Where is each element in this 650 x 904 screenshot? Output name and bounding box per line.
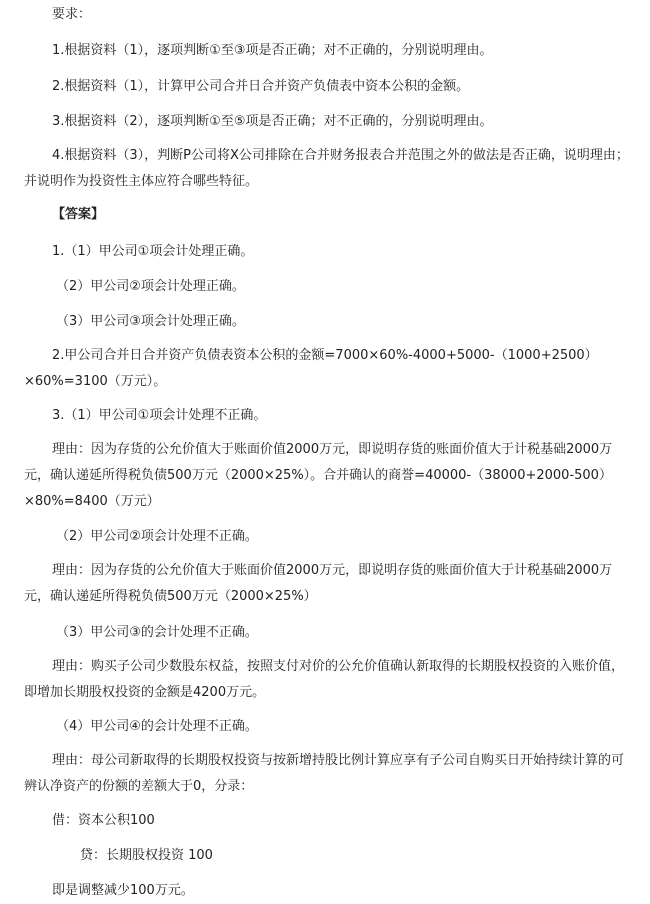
requirement-1: 1.根据资料（1），逐项判断①至③项是否正确；对不正确的，分别说明理由。 <box>52 43 493 58</box>
answer-3-item-1-reason: 理由：因为存货的公允价值大于账面价值2000万元，即说明存货的账面价值大于计税基础2000万元，确认递延所得税负债500万元（2000×25%）。合并确认的商誉=40000-（38000+2000-500）×80%=8400（万元） <box>24 442 613 509</box>
journal-entry-credit: 贷：长期股权投资 100 <box>80 848 213 863</box>
answer-3-item-4-reason: 理由：母公司新取得的长期股权投资与按新增持股比例计算应享有子公司自购买日开始持续计算的可辨认净资产的份额的差额大于0，分录： <box>24 753 625 794</box>
journal-entry-debit: 借：资本公积100 <box>52 813 155 828</box>
closing-line: 即是调整减少100万元。 <box>52 883 194 898</box>
answer-1-item-3: （3）甲公司③项会计处理正确。 <box>56 314 245 329</box>
answer-3-item-3: （3）甲公司③的会计处理不正确。 <box>56 625 258 640</box>
answer-2: 2.甲公司合并日合并资产负债表资本公积的金额=7000×60%-4000+5000-（1000+2500）×60%=3100（万元）。 <box>24 348 598 389</box>
answer-3-item-2-reason: 理由：因为存货的公允价值大于账面价值2000万元，即说明存货的账面价值大于计税基础2000万元，确认递延所得税负债500万元（2000×25%） <box>24 563 613 604</box>
requirement-2: 2.根据资料（1），计算甲公司合并日合并资产负债表中资本公积的金额。 <box>52 79 470 94</box>
answer-3-item-2: （2）甲公司②项会计处理不正确。 <box>56 529 258 544</box>
requirement-3: 3.根据资料（2），逐项判断①至⑤项是否正确；对不正确的，分别说明理由。 <box>52 114 493 129</box>
answer-3-item-1: 3.（1）甲公司①项会计处理不正确。 <box>52 408 267 423</box>
answer-1-item-1: 1.（1）甲公司①项会计处理正确。 <box>52 244 254 259</box>
answer-1-item-2: （2）甲公司②项会计处理正确。 <box>56 279 245 294</box>
answer-3-item-4: （4）甲公司④的会计处理不正确。 <box>56 719 258 734</box>
requirements-title: 要求： <box>52 7 92 22</box>
answer-title: 【答案】 <box>52 207 105 222</box>
answer-3-item-3-reason: 理由：购买子公司少数股东权益，按照支付对价的公允价值确认新取得的长期股权投资的入账价值，即增加长期股权投资的金额是4200万元。 <box>24 659 625 700</box>
requirement-4: 4.根据资料（3），判断P公司将X公司排除在合并财务报表合并范围之外的做法是否正确，说明理由；并说明作为投资性主体应符合哪些特征。 <box>24 148 629 189</box>
